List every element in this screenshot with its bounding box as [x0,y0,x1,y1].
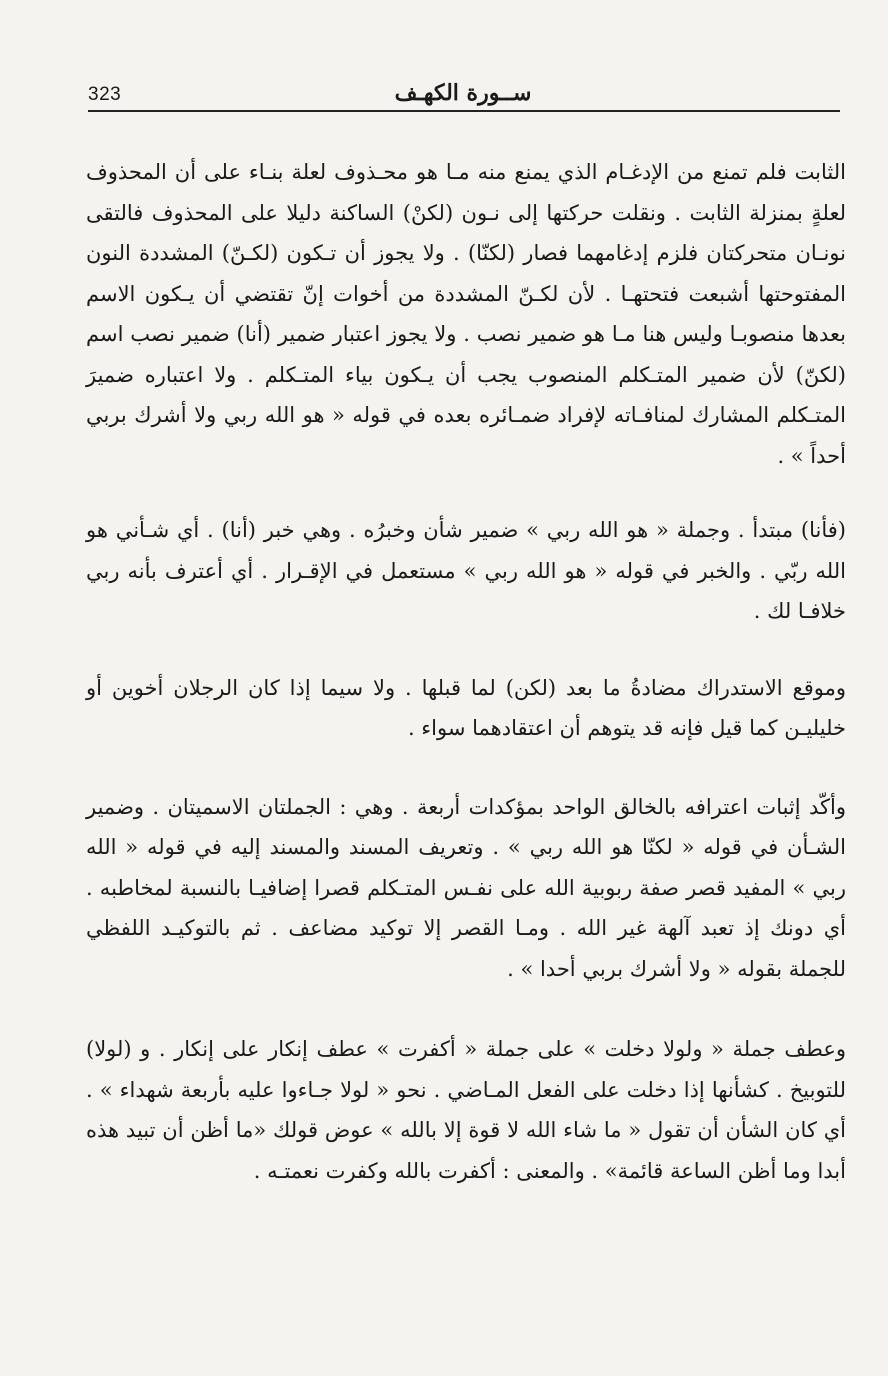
paragraph: الثابت فلم تمنع من الإدغـام الذي يمنع منه مـا هو محـذوف لعلة بنـاء على أن المحذوف لعلةٍ بمنزلة الثابت . ونقلت حركتها إلى نـون (لكنْ) الساكنة دليلا على المحذوف فالتقى نونـان متحركتان فلزم إدغامهما فصار (لكنّا) . ولا يجوز أن تـكون (لكـنّ) المشددة النون المفتوحتها أشبعت فتحتهـا . لأن لكـنّ المشددة من أخوات إنّ تقتضي أن يـكون الاسم بعدها منصوبـا وليس هنا مـا هو ضمير نصب . ولا يجوز اعتبار ضمير (أنا) ضمير نصب اسم (لكنّ) لأن ضمير المتـكلم المنصوب يجب أن يـكون بياء المتـكلم . ولا اعتباره ضميرَ المتـكلم المشارك لمنافـاته لإفراد ضمـائره بعده في قوله « هو الله ربي ولا أشرك بربي أحداً » . [86,160,846,468]
paragraph: وعطف جملة « ولولا دخلت » على جملة « أكفرت » عطف إنكار على إنكار . و (لولا) للتوبيخ . كشأنها إذا دخلت على الفعل المـاضي . نحو « لولا جـاءوا عليه بأربعة شهداء » . أي كان الشأن أن تقول « ما شاء الله لا قوة إلا بالله » عوض قولك «ما أظن أن تبيد هذه أبدا وما أظن الساعة قائمة» . والمعنى : أكفرت بالله وكفرت نعمتـه . [86,1037,846,1183]
body-text [86,152,846,1191]
surah-title: ســورة الكهـف [394,80,532,106]
header-rule [88,110,840,112]
paragraph: وأكّد إثبات اعترافه بالخالق الواحد بمؤكدات أربعة . وهي : الجملتان الاسميتان . وضمير الشـأن في قوله « لكنّا هو الله ربي » . وتعريف المسند والمسند إليه في قوله « الله ربي » المفيد قصر صفة ربوبية الله على نفـس المتـكلم قصرا إضافيـا بالنسبة لمخاطبه . أي دونك إذ تعبد آلهة غير الله . ومـا القصر إلا توكيد مضاعف . ثم بالتوكيـد اللفظي للجملة بقوله « ولا أشرك بربي أحدا » . [86,794,846,981]
page-header [88,80,840,116]
paragraph: (فأنا) مبتدأ . وجملة « هو الله ربي » ضمير شأن وخبرُه . وهي خبر (أنا) . أي شـأني هو الله ربّي . والخبر في قوله « هو الله ربي » مستعمل في الإقـرار . أي أعترف بأنه ربي خلافـا لك . [86,518,846,623]
page-number: 323 [88,84,122,105]
paragraph: وموقع الاستدراك مضادةُ ما بعد (لكن) لما قبلها . ولا سيما إذا كان الرجلان أخوين أو خليليـن كما قيل فإنه قد يتوهم أن اعتقادهما سواء . [86,675,846,740]
